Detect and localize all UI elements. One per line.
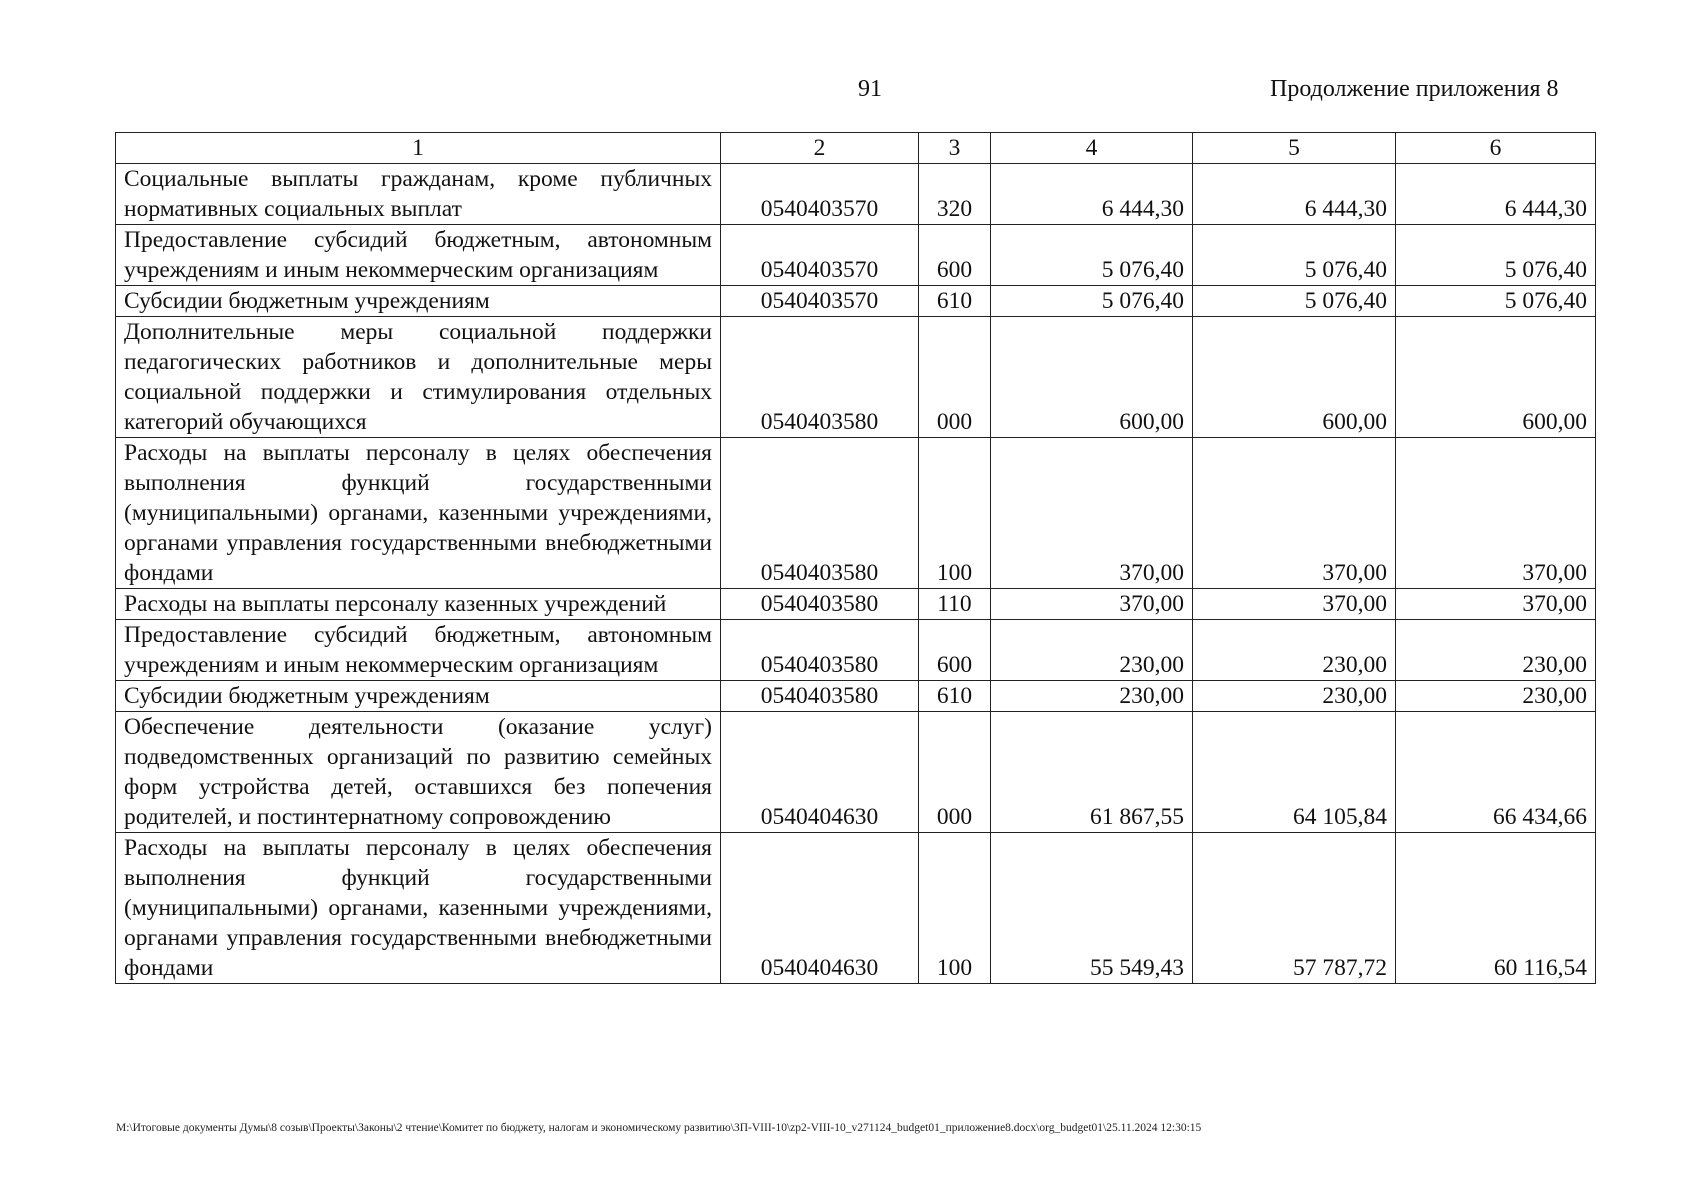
row-amount-1: 230,00 — [991, 681, 1193, 712]
row-amount-3: 66 434,66 — [1396, 712, 1596, 833]
row-amount-3: 5 076,40 — [1396, 225, 1596, 286]
row-code: 0540403580 — [721, 620, 919, 681]
row-amount-1: 370,00 — [991, 438, 1193, 589]
row-amount-1: 600,00 — [991, 317, 1193, 438]
row-expense-type: 610 — [919, 681, 991, 712]
table-row — [116, 712, 1596, 833]
column-header-6: 6 — [1396, 133, 1596, 164]
row-amount-1: 370,00 — [991, 589, 1193, 620]
row-amount-2: 5 076,40 — [1193, 286, 1396, 317]
column-header-3: 3 — [919, 133, 991, 164]
row-amount-3: 6 444,30 — [1396, 164, 1596, 225]
row-amount-3: 600,00 — [1396, 317, 1596, 438]
row-amount-2: 600,00 — [1193, 317, 1396, 438]
row-amount-3: 230,00 — [1396, 681, 1596, 712]
row-amount-2: 57 787,72 — [1193, 833, 1396, 984]
row-code: 0540403570 — [721, 225, 919, 286]
table-row — [116, 620, 1596, 681]
table-row — [116, 164, 1596, 225]
row-expense-type: 000 — [919, 712, 991, 833]
row-expense-type: 600 — [919, 620, 991, 681]
row-name: Расходы на выплаты персоналу в целях обеспечения выполнения функций государственными (муниципальными) органами, казенными учреждениями, органами управления государственными внебюджетными фондами — [116, 438, 721, 589]
row-code: 0540403580 — [721, 438, 919, 589]
row-code: 0540403570 — [721, 286, 919, 317]
row-name: Дополнительные меры социальной поддержки педагогических работников и дополнительные меры социальной поддержки и стимулирования отдельных категорий обучающихся — [116, 317, 721, 438]
row-amount-3: 5 076,40 — [1396, 286, 1596, 317]
row-amount-1: 6 444,30 — [991, 164, 1193, 225]
row-expense-type: 100 — [919, 438, 991, 589]
row-amount-3: 60 116,54 — [1396, 833, 1596, 984]
row-code: 0540403580 — [721, 589, 919, 620]
row-expense-type: 320 — [919, 164, 991, 225]
row-expense-type: 110 — [919, 589, 991, 620]
column-header-5: 5 — [1193, 133, 1396, 164]
row-name: Обеспечение деятельности (оказание услуг) подведомственных организаций по развитию семейных форм устройства детей, оставшихся без попечения родителей, и постинтернатному сопровождению — [116, 712, 721, 833]
row-amount-2: 370,00 — [1193, 438, 1396, 589]
row-amount-1: 230,00 — [991, 620, 1193, 681]
row-code: 0540403570 — [721, 164, 919, 225]
header-row — [116, 133, 1596, 164]
appendix-title: Продолжение приложения 8 — [1270, 76, 1559, 102]
row-name: Субсидии бюджетным учреждениям — [116, 286, 721, 317]
row-amount-2: 230,00 — [1193, 681, 1396, 712]
row-amount-2: 64 105,84 — [1193, 712, 1396, 833]
row-amount-2: 5 076,40 — [1193, 225, 1396, 286]
row-name: Предоставление субсидий бюджетным, автономным учреждениям и иным некоммерческим организациям — [116, 620, 721, 681]
column-header-4: 4 — [991, 133, 1193, 164]
table-row — [116, 438, 1596, 589]
row-code: 0540404630 — [721, 712, 919, 833]
row-name: Субсидии бюджетным учреждениям — [116, 681, 721, 712]
row-amount-2: 230,00 — [1193, 620, 1396, 681]
budget-table — [115, 132, 1596, 984]
table-row — [116, 589, 1596, 620]
page-number: 91 — [858, 76, 882, 102]
row-amount-1: 61 867,55 — [991, 712, 1193, 833]
table-row — [116, 833, 1596, 984]
row-code: 0540403580 — [721, 317, 919, 438]
row-amount-1: 5 076,40 — [991, 286, 1193, 317]
row-amount-1: 5 076,40 — [991, 225, 1193, 286]
column-header-1: 1 — [116, 133, 721, 164]
row-amount-3: 230,00 — [1396, 620, 1596, 681]
row-name: Расходы на выплаты персоналу казенных учреждений — [116, 589, 721, 620]
file-path-footer: M:\Итоговые документы Думы\8 созыв\Проекты\Законы\2 чтение\Комитет по бюджету, налогам и экономическому развитию\ЗП-VIII-10\zp2-VIII-10_v271124_budget01_приложение8.docx\org_budget01\25.11.2024 12:30:15 — [116, 1122, 1202, 1134]
row-expense-type: 600 — [919, 225, 991, 286]
row-amount-1: 55 549,43 — [991, 833, 1193, 984]
row-name: Расходы на выплаты персоналу в целях обеспечения выполнения функций государственными (муниципальными) органами, казенными учреждениями, органами управления государственными внебюджетными фондами — [116, 833, 721, 984]
column-header-2: 2 — [721, 133, 919, 164]
row-code: 0540404630 — [721, 833, 919, 984]
row-expense-type: 610 — [919, 286, 991, 317]
table-row — [116, 286, 1596, 317]
table-row — [116, 681, 1596, 712]
row-amount-3: 370,00 — [1396, 589, 1596, 620]
row-name: Предоставление субсидий бюджетным, автономным учреждениям и иным некоммерческим организациям — [116, 225, 721, 286]
table-row — [116, 317, 1596, 438]
row-code: 0540403580 — [721, 681, 919, 712]
row-amount-2: 370,00 — [1193, 589, 1396, 620]
row-expense-type: 000 — [919, 317, 991, 438]
row-amount-3: 370,00 — [1396, 438, 1596, 589]
row-name: Социальные выплаты гражданам, кроме публичных нормативных социальных выплат — [116, 164, 721, 225]
row-expense-type: 100 — [919, 833, 991, 984]
table-row — [116, 225, 1596, 286]
row-amount-2: 6 444,30 — [1193, 164, 1396, 225]
